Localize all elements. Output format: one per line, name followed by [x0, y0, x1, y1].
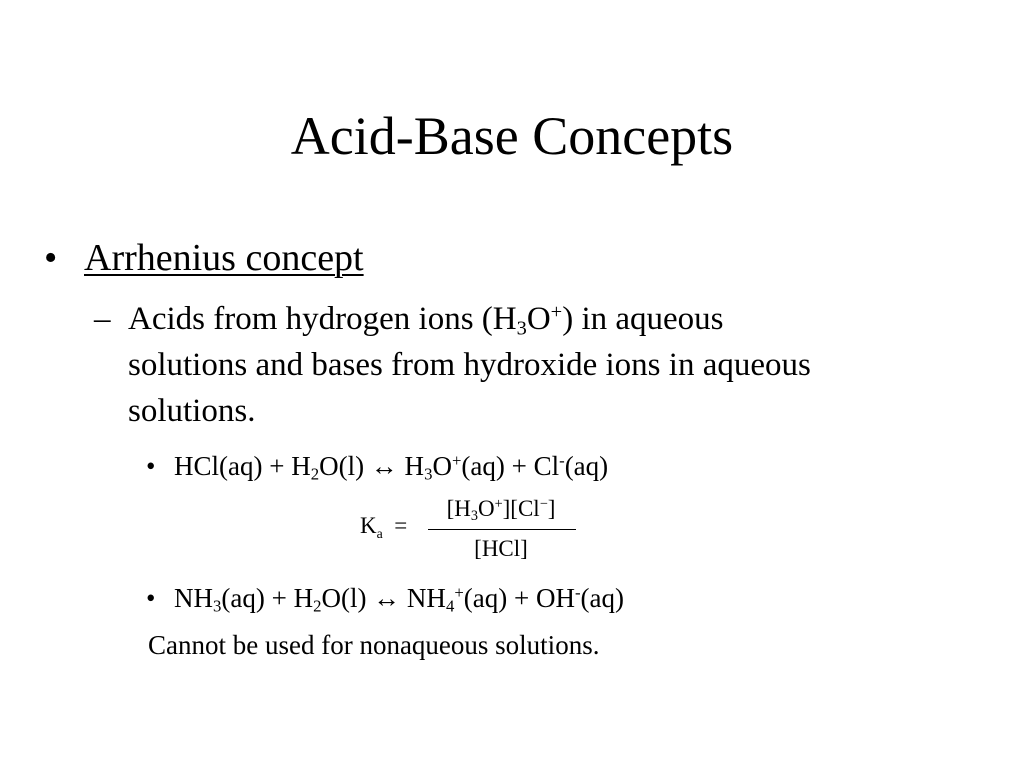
ka-formula — [360, 496, 590, 572]
definition-line-2: solutions and bases from hydroxide ions in aqueous — [128, 347, 811, 383]
bullet-mark: • — [146, 451, 156, 481]
fraction-bar — [428, 529, 576, 530]
ka-symbol: $K_a$ = — [360, 513, 408, 541]
reaction-nh3: • $NH_3(aq) + H_2O(l)$ ↔ $NH_4^+(aq) + OH^-(aq)$ — [146, 580, 624, 616]
dash-mark: – — [94, 301, 111, 337]
nonaqueous-note: Cannot be used for nonaqueous solutions. — [148, 630, 600, 660]
ka-numerator: $[H_3O^+][Cl^-]$ — [446, 496, 556, 524]
ka-denominator: [HCl] — [474, 536, 528, 561]
definition-line-3: solutions. — [128, 393, 256, 429]
slide-title: Acid-Base Concepts — [290, 106, 734, 166]
reaction-hcl: • $HCl(aq) + H_2O(l)$ ↔ $H_3O^+(aq) + Cl^-(aq)$ — [146, 448, 608, 484]
bullet-mark: • — [44, 237, 58, 279]
definition-line-1: Acids from hydrogen ions $(H_3O^+)$ in aqueous — [128, 300, 724, 340]
bullet-arrhenius — [44, 232, 364, 284]
bullet-mark: • — [146, 583, 156, 613]
arrhenius-heading: Arrhenius concept — [84, 237, 364, 279]
